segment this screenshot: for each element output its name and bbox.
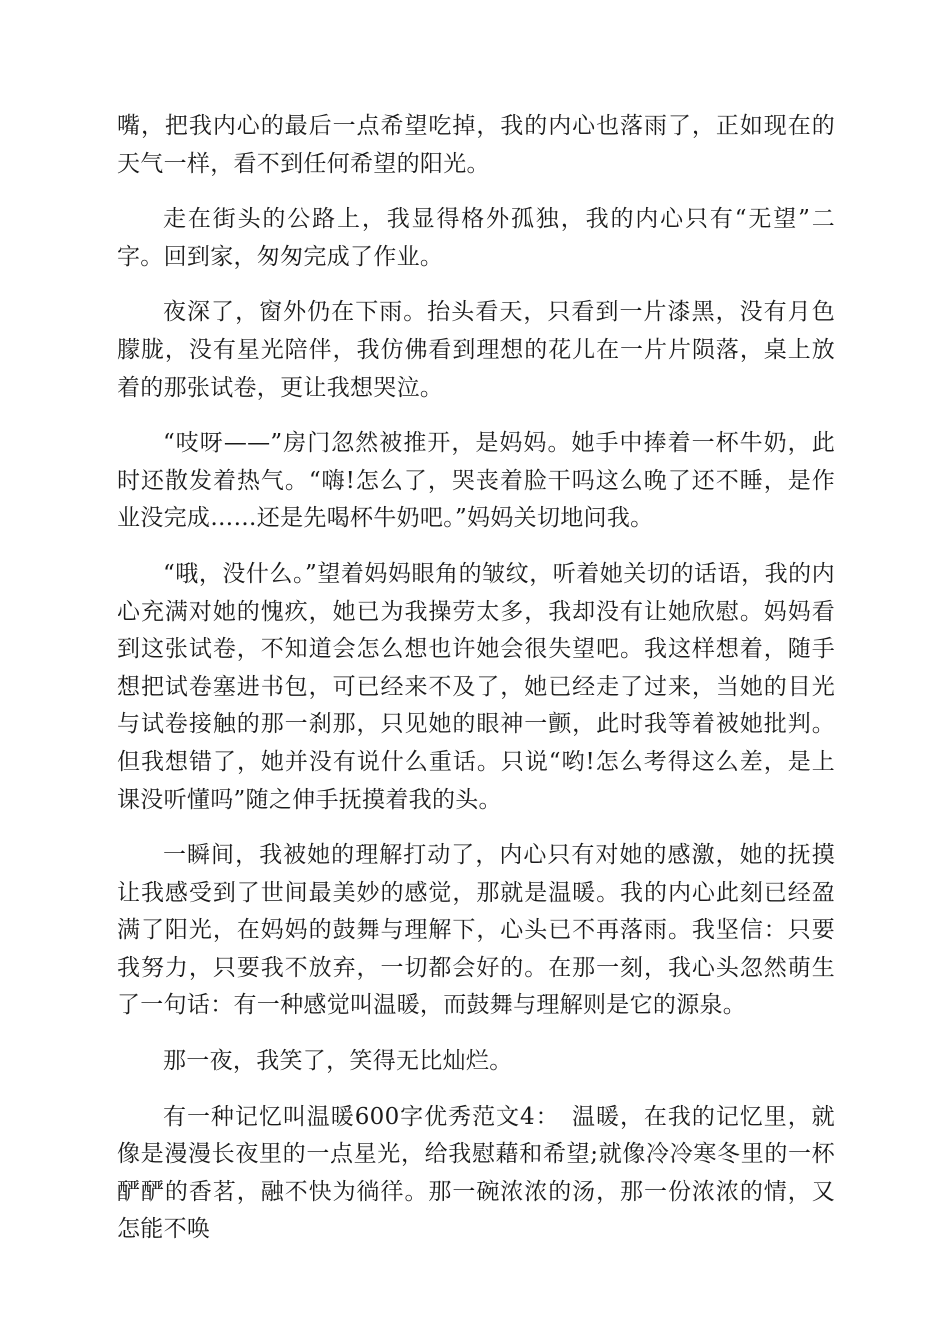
- paragraph-7: 那一夜，我笑了，笑得无比灿烂。: [163, 1048, 513, 1075]
- document-body: [117, 108, 835, 1267]
- paragraph-8: 有一种记忆叫温暖600字优秀范文4： 温暖，在我的记忆里，就像是漫漫长夜里的一点星光，给我慰藉和希望;就像冷冷寒冬里的一杯酽酽的香茗，融不快为徜徉。那一碗浓浓的汤，那一份浓浓的情，又怎能不唤: [117, 1103, 835, 1243]
- paragraph-3: 夜深了，窗外仍在下雨。抬头看天，只看到一片漆黑，没有月色朦胧，没有星光陪伴，我仿佛看到理想的花儿在一片片陨落，桌上放着的那张试卷，更让我想哭泣。: [117, 299, 835, 401]
- paragraph-4: “吱呀——”房门忽然被推开，是妈妈。她手中捧着一杯牛奶，此时还散发着热气。“嗨!怎么了，哭丧着脸干吗这么晚了还不睡，是作业没完成……还是先喝杯牛奶吧。”妈妈关切地问我。: [117, 430, 835, 532]
- paragraph-2: 走在街头的公路上，我显得格外孤独，我的内心只有“无望”二字。回到家，匆匆完成了作业。: [117, 206, 835, 270]
- paragraph-1: 嘴，把我内心的最后一点希望吃掉，我的内心也落雨了，正如现在的天气一样，看不到任何希望的阳光。: [117, 113, 835, 177]
- paragraph-5: “哦，没什么。”望着妈妈眼角的皱纹，听着她关切的话语，我的内心充满对她的愧疚，她已为我操劳太多，我却没有让她欣慰。妈妈看到这张试卷，不知道会怎么想也许她会很失望吧。我这样想着，随手想把试卷塞进书包，可已经来不及了，她已经走了过来，当她的目光与试卷接触的那一刹那，只见她的眼神一颤，此时我等着被她批判。但我想错了，她并没有说什么重话。只说“哟!怎么考得这么差，是上课没听懂吗”随之伸手抚摸着我的头。: [117, 560, 835, 813]
- paragraph-6: 一瞬间，我被她的理解打动了，内心只有对她的感激，她的抚摸让我感受到了世间最美妙的感觉，那就是温暖。我的内心此刻已经盈满了阳光，在妈妈的鼓舞与理解下，心头已不再落雨。我坚信：只要我努力，只要我不放弃，一切都会好的。在那一刻，我心头忽然萌生了一句话：有一种感觉叫温暖，而鼓舞与理解则是它的源泉。: [117, 842, 835, 1019]
